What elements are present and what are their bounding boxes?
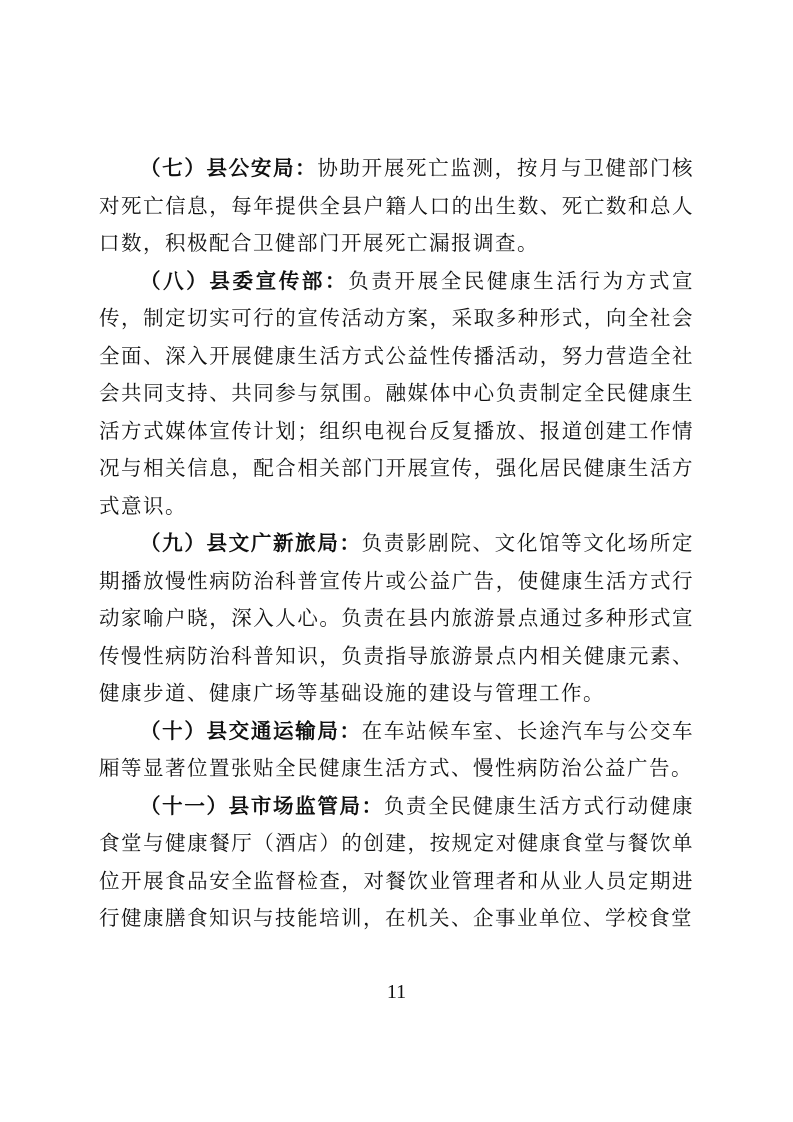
paragraph-text: 负责全民健康生活方式行动健康食堂与健康餐厅（酒店）的创建，按规定对健康食堂与餐饮单位开展食品安全监督检查，对餐饮业管理者和从业人员定期进行健康膳食知识与技能培训，在机关、企事业单位、学校食堂 xyxy=(99,793,695,930)
paragraph-heading: （九）县文广新旅局： xyxy=(140,531,362,555)
paragraph-county-culture-tourism xyxy=(99,525,694,713)
page-number: 11 xyxy=(386,981,407,1003)
paragraph-text: 负责影剧院、文化馆等文化场所定期播放慢性病防治科普宣传片或公益广告，使健康生活方式行动家喻户晓，深入人心。负责在县内旅游景点通过多种形式宣传慢性病防治科普知识，负责指导旅游景点内相关健康元素、健康步道、健康广场等基础设施的建设与管理工作。 xyxy=(99,531,695,705)
paragraph-text: 协助开展死亡监测，按月与卫健部门核对死亡信息，每年提供全县户籍人口的出生数、死亡数和总人口数，积极配合卫健部门开展死亡漏报调查。 xyxy=(99,156,695,255)
paragraph-text: 负责开展全民健康生活行为方式宣传，制定切实可行的宣传活动方案，采取多种形式，向全社会全面、深入开展健康生活方式公益性传播活动，努力营造全社会共同支持、共同参与氛围。融媒体中心负责制定全民健康生活方式媒体宣传计划；组织电视台反复播放、报道创建工作情况与相关信息，配合相关部门开展宣传，强化居民健康生活方式意识。 xyxy=(99,268,695,518)
document-body xyxy=(99,150,694,938)
paragraph-text: 在车站候车室、长途汽车与公交车厢等显著位置张贴全民健康生活方式、慢性病防治公益广告。 xyxy=(99,718,695,780)
paragraph-heading: （十）县交通运输局： xyxy=(140,718,362,743)
paragraph-heading: （八）县委宣传部： xyxy=(140,268,349,293)
paragraph-heading: （十一）县市场监管局： xyxy=(140,793,384,818)
paragraph-county-public-security xyxy=(99,150,694,263)
paragraph-county-transport xyxy=(99,713,694,788)
paragraph-county-market-supervision xyxy=(99,788,694,938)
paragraph-heading: （七）县公安局： xyxy=(140,156,318,180)
paragraph-county-publicity-department xyxy=(99,263,694,526)
